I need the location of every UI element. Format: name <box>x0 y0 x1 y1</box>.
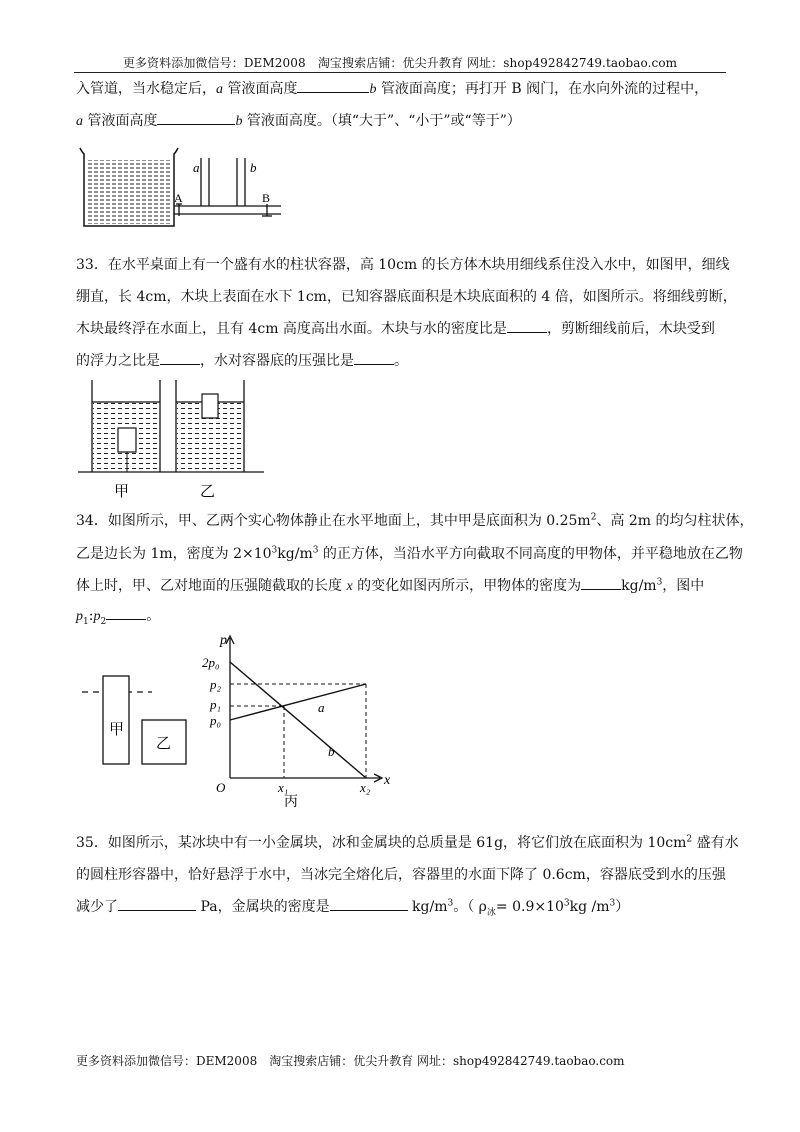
q35-sup: 3 <box>563 898 570 909</box>
q33-line-1: 33．在水平桌面上有一个盛有水的柱状容器，高 10cm 的长方体木块用细线系住没入水中，如图甲，细线 <box>76 257 730 273</box>
q34-sup: 3 <box>271 545 278 556</box>
q35-text: 35．如图所示，某冰块中有一小金属块，冰和金属块的总质量是 61g，将它们放在底面积为 10cm <box>76 835 687 851</box>
q34-sup: 3 <box>312 545 319 556</box>
q33-text: ，剪断细线前后，木块受到 <box>546 321 715 337</box>
q34-text: 。 <box>146 608 161 624</box>
q35-text: 。（ ρ <box>453 899 487 915</box>
valve-a-label: A <box>174 191 183 205</box>
q32-var-a: a <box>216 82 223 97</box>
header-rule <box>74 72 726 73</box>
q35-text: 盛有水 <box>692 835 739 851</box>
block-jia-label: 甲 <box>109 722 125 738</box>
line-a-label: a <box>318 700 325 715</box>
q32-line-2 <box>76 112 521 131</box>
q32-line-1 <box>76 80 708 99</box>
answer-blank[interactable] <box>354 352 394 365</box>
answer-blank[interactable] <box>507 320 547 333</box>
q33-figure <box>76 376 266 500</box>
q35-text: = 0.9×10 <box>495 899 564 915</box>
q32-var-b: b <box>369 82 377 97</box>
page-footer: 更多资料添加微信号：DEM2008 淘宝搜索店铺：优尖升教育 网址：shop492842749.taobao.com <box>76 1054 625 1068</box>
answer-blank[interactable] <box>157 112 235 125</box>
q32-var-a: a <box>76 114 83 129</box>
q33-text: 木块最终浮在水面上，且有 4cm 高度高出水面。木块与水的密度比是 <box>76 321 507 337</box>
answer-blank[interactable] <box>106 607 146 620</box>
q34-sub: 2 <box>100 616 107 627</box>
q33-line-4 <box>76 352 408 370</box>
answer-blank[interactable] <box>297 80 369 93</box>
q35-sup: 3 <box>609 898 616 909</box>
answer-blank[interactable] <box>160 352 200 365</box>
answer-blank[interactable] <box>330 898 408 911</box>
q34-line-2 <box>76 545 743 563</box>
q35-sub: 冰 <box>486 907 496 918</box>
q32-figure <box>76 146 286 230</box>
origin-label: O <box>216 780 226 795</box>
q34-text: 34．如图所示，甲、乙两个实心物体静止在水平地面上，其中甲是底面积为 0.25m <box>76 513 591 529</box>
q34-var-x: x <box>346 579 353 594</box>
page-header: 更多资料添加微信号：DEM2008 淘宝搜索店铺：优尖升教育 网址：shop492842749.taobao.com <box>122 56 678 70</box>
q34-graph <box>196 632 402 810</box>
q34-text: : <box>88 608 94 624</box>
x-label-x1: x₁ <box>278 780 289 795</box>
q35-text: ） <box>615 899 630 915</box>
q34-var-p: p <box>93 609 101 624</box>
label-jia: 甲 <box>114 484 130 500</box>
y-label-p0: p₀ <box>210 713 222 728</box>
q35-line-2: 的圆柱形容器中，恰好悬浮于水中，当冰完全熔化后，容器里的水面下降了 0.6cm，容器底受到水的压强 <box>76 867 726 883</box>
q34-text: ，图中 <box>662 578 705 594</box>
q34-text: kg/m <box>621 578 657 594</box>
q34-sub: 1 <box>83 616 89 627</box>
block-yi-label: 乙 <box>156 736 172 752</box>
q35-sup: 2 <box>686 834 693 845</box>
q33-text: 。 <box>394 353 408 369</box>
label-yi: 乙 <box>200 484 216 500</box>
q32-text: 管液面高度 <box>223 81 298 97</box>
q34-line-4 <box>76 607 160 626</box>
q35-text: Pa，金属块的密度是 <box>196 899 330 915</box>
q34-text: 体上时，甲、乙对地面的压强随截取的长度 <box>76 578 347 594</box>
q34-text: 、高 2m 的均匀柱状体， <box>596 513 754 529</box>
q32-text: 管液面高度；再打开 B 阀门，在水向外流的过程中， <box>376 81 709 97</box>
q35-line-3 <box>76 898 629 916</box>
q34-text: 的正方体，当沿水平方向截取不同高度的甲物体，并平稳地放在乙物 <box>318 546 743 562</box>
q33-line-3 <box>76 320 715 338</box>
line-b-label: b <box>328 744 335 759</box>
y-label-p1: p₁ <box>210 697 222 712</box>
answer-blank[interactable] <box>118 898 196 911</box>
q34-line-3 <box>76 577 704 596</box>
y-label-p2: p₂ <box>210 677 222 692</box>
q35-text: 减少了 <box>76 899 118 915</box>
q32-text: 管液面高度 <box>83 113 158 129</box>
p-axis-label: p <box>220 633 227 648</box>
q34-sup: 3 <box>656 577 663 588</box>
q34-var-p: p <box>76 609 83 624</box>
q33-text: ，水对容器底的压强比是 <box>200 353 354 369</box>
q33-line-2: 绷直，长 4cm，木块上表面在水下 1cm，已知容器底面积是木块底面积的 4 倍，如图所示。将细线剪断， <box>76 289 737 305</box>
x-axis-label: x <box>384 773 391 788</box>
tube-b-label: b <box>250 160 257 175</box>
tube-a-label: a <box>193 160 200 175</box>
q34-blocks-figure <box>76 670 206 770</box>
q35-text: kg /m <box>569 899 610 915</box>
q35-sup: 3 <box>447 898 454 909</box>
x-label-x2: x₂ <box>360 780 371 795</box>
q34-text: 乙是边长为 1m，密度为 2×10 <box>76 546 272 562</box>
q35-text: kg/m <box>407 899 448 915</box>
q32-var-b: b <box>235 114 243 129</box>
q33-text: 的浮力之比是 <box>76 353 160 369</box>
y-label-2p0: 2p₀ <box>202 655 220 670</box>
q34-text: 的变化如图丙所示，甲物体的密度为 <box>352 578 582 594</box>
q34-sup: 2 <box>590 512 597 523</box>
q34-line-1 <box>76 512 754 530</box>
q32-text: 管液面高度。（填“大于”、“小于”或“等于”） <box>242 113 521 129</box>
q34-text: kg/m <box>277 546 313 562</box>
graph-bing-label: 丙 <box>284 795 298 810</box>
answer-blank[interactable] <box>581 577 621 590</box>
valve-b-label: B <box>262 191 271 205</box>
q32-text: 入管道，当水稳定后， <box>76 81 216 97</box>
q35-line-1 <box>76 834 739 852</box>
